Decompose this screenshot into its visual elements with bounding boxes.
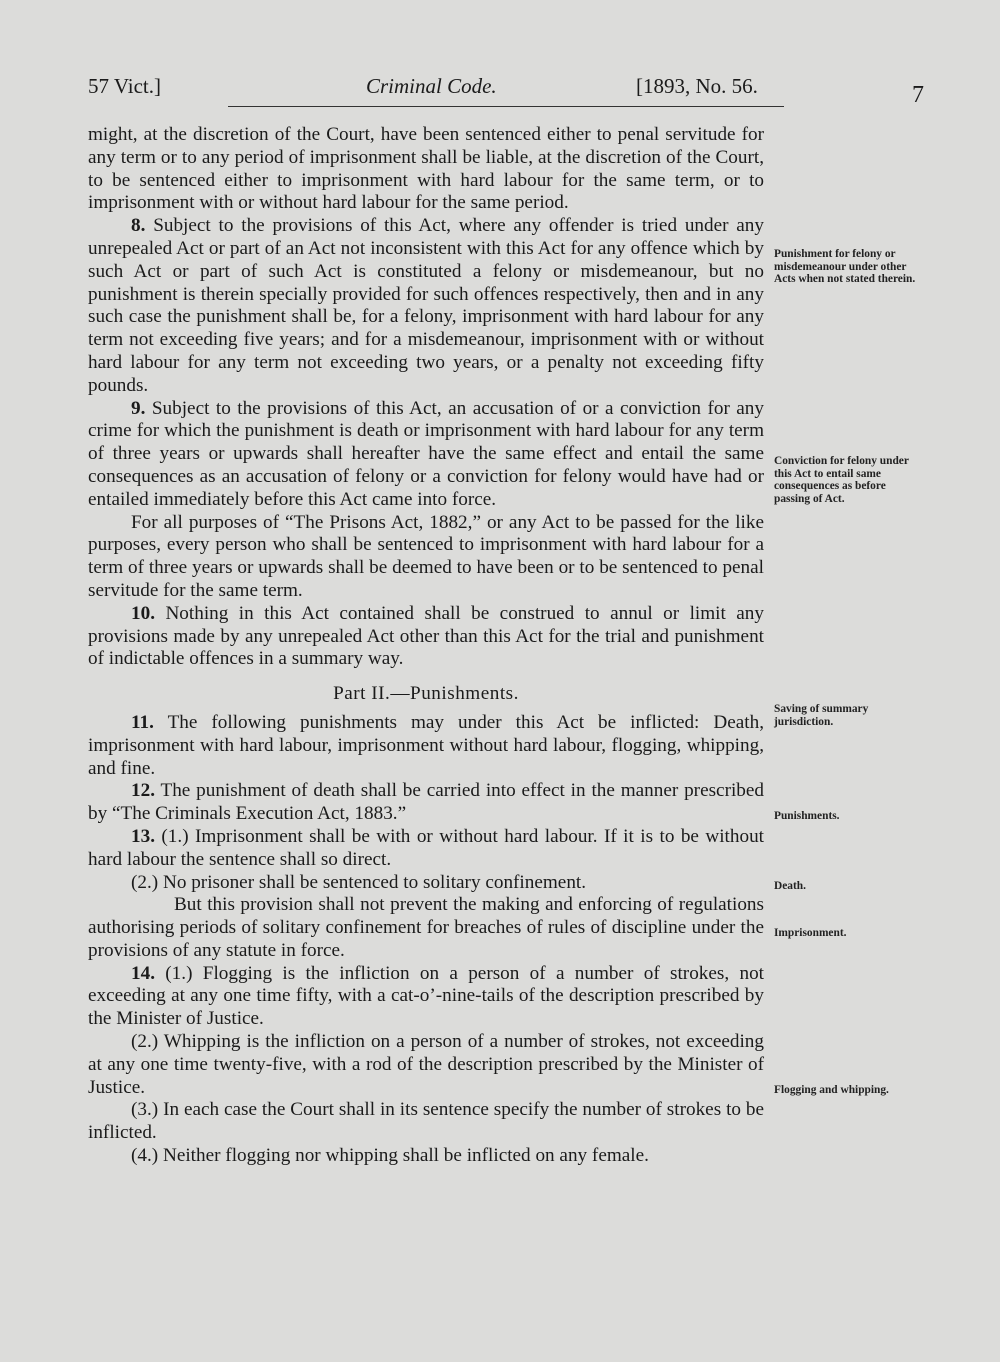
section-number: 9.	[131, 397, 146, 419]
section-10: 10. Nothing in this Act contained shall be construed to annul or limit any provisions made by any unrepealed Act other than this Act for the trial and punishment of indictable offences in a summary way.	[88, 602, 764, 670]
margin-note-section-13: Imprisonment.	[774, 927, 847, 939]
margin-note-section-10: Saving of summary jurisdiction.	[774, 703, 869, 728]
section-14-subsection-2: (2.) Whipping is the infliction on a person of a number of strokes, not exceeding at any one time twenty-five, with a rod of the description prescribed by the Minister of Justice.	[88, 1031, 764, 1098]
section-number: 8.	[131, 215, 146, 237]
section-number: 13.	[131, 825, 155, 847]
section-14-subsection-3: (3.) In each case the Court shall in its sentence specify the number of strokes to be inflicted.	[88, 1099, 764, 1144]
section-14: 14. (1.) Flogging is the infliction on a person of a number of strokes, not exceeding at any one time fifty, with a cat-o’-nine-tails of the description prescribed by the Minister of Justice.	[88, 962, 764, 1030]
margin-note-section-8: Punishment for felony or misdemeanour under other Acts when not stated therein.	[774, 248, 916, 285]
header-regnal-year: 57 Vict.]	[88, 74, 162, 98]
margin-note-section-12: Death.	[774, 880, 806, 892]
body-text	[88, 124, 764, 1168]
page-number: 7	[912, 82, 924, 108]
section-11: 11. The following punishments may under this Act be inflicted: Death, imprisonment with hard labour, imprisonment without hard labour, flogging, whipping, and fine.	[88, 711, 764, 779]
section-9: 9. Subject to the provisions of this Act, an accusation of or a conviction for any crime for which the punishment is death or imprisonment with hard labour for any term of three years or upwards shall hereafter have the same effect and entail the same consequences as an accusation of felony or a conviction for felony would have had or entailed immediately before this Act came into force.	[88, 397, 764, 510]
header-act-number: [1893, No. 56.	[636, 74, 758, 98]
section-number: 11.	[131, 711, 154, 733]
part-heading: Part II.—Punishments.	[333, 683, 519, 705]
margin-note-section-14: Flogging and whipping.	[774, 1084, 889, 1096]
section-number: 10.	[131, 602, 155, 624]
header-title: Criminal Code.	[366, 74, 497, 98]
section-12: 12. The punishment of death shall be carried into effect in the manner prescribed by “The Criminals Execution Act, 1883.”	[88, 780, 764, 825]
margin-note-section-9: Conviction for felony under this Act to entail same consequences as before passing of Act.	[774, 455, 909, 505]
section-13-subsection-2: (2.) No prisoner shall be sentenced to solitary confinement.	[131, 871, 587, 893]
running-header	[88, 74, 788, 108]
paragraph-continuation: might, at the discretion of the Court, have been sentenced either to penal servitude for any term or to any period of imprisonment shall be liable, at the discretion of the Court, to be sentenced either to imprisonment with hard labour for the same term, or to imprisonment with or without hard labour for the same period.	[88, 124, 764, 214]
section-8: 8. Subject to the provisions of this Act, where any offender is tried under any unrepealed Act or part of an Act not inconsistent with this Act for any offence which by such Act or part of such Act is constituted a felony or misdemeanour, but no punishment is therein specially provided for such offences respectively, then and in any such case the punishment shall be, for a felony, imprisonment with hard labour for any term not exceeding five years; and for a misdemeanour, imprisonment with or without hard labour for any term not exceeding two years, or a penalty not exceeding fifty pounds.	[88, 215, 764, 396]
section-9-paragraph-2: For all purposes of “The Prisons Act, 1882,” or any Act to be passed for the like purposes, every person who shall be sentenced to imprisonment with hard labour for a term of three years or upwards shall be deemed to have been or to be sentenced to penal servitude for the same term.	[88, 511, 764, 601]
margin-note-section-11: Punishments.	[774, 810, 840, 822]
header-rule	[228, 106, 784, 107]
section-number: 14.	[131, 962, 155, 984]
section-13: 13. (1.) Imprisonment shall be with or without hard labour. If it is to be without hard labour the sentence shall so direct.	[88, 825, 765, 870]
section-14-subsection-4: (4.) Neither flogging nor whipping shall be inflicted on any female.	[131, 1145, 649, 1167]
section-number: 12.	[131, 780, 155, 802]
section-13-proviso: But this provision shall not prevent the making and enforcing of regulations authorising periods of solitary confinement for breaches of rules of discipline under the provisions of any statute in force.	[88, 894, 764, 961]
